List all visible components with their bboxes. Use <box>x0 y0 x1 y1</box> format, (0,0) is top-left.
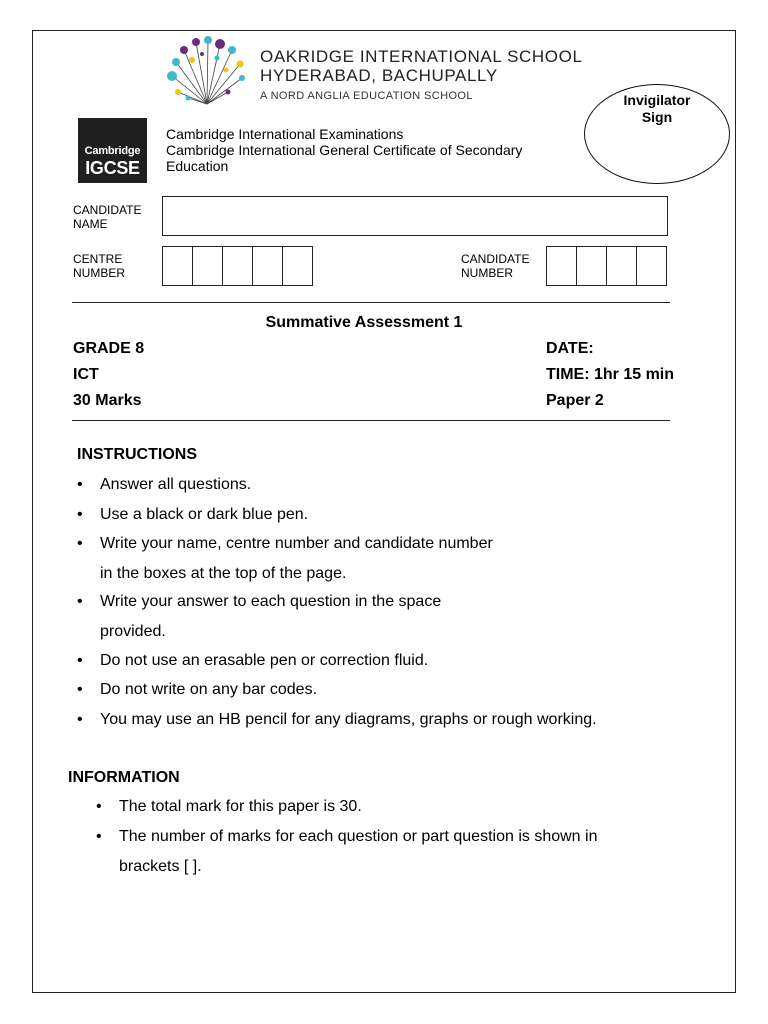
divider-top <box>72 302 670 303</box>
exam-body-line3: Education <box>166 158 229 174</box>
candidate-number-cell[interactable] <box>576 246 607 286</box>
instruction-item: Write your answer to each question in the space <box>100 593 442 610</box>
bullet: • <box>77 681 83 698</box>
marks-label: 30 Marks <box>73 392 142 409</box>
bullet: • <box>77 476 83 493</box>
centre-number-cell[interactable] <box>282 246 313 286</box>
candidate-number-label-2: NUMBER <box>461 266 514 280</box>
school-name-line2: HYDERABAD, BACHUPALLY <box>260 66 498 85</box>
bullet: • <box>96 798 102 815</box>
grade-label: GRADE 8 <box>73 340 145 357</box>
instruction-item: Write your name, centre number and candidate number <box>100 535 493 552</box>
information-heading: INFORMATION <box>68 769 180 786</box>
candidate-number-cell[interactable] <box>636 246 667 286</box>
logo-cambridge-text: Cambridge <box>84 145 141 157</box>
instructions-heading: INSTRUCTIONS <box>77 446 197 463</box>
school-logo-icon <box>162 36 252 108</box>
bullet: • <box>77 652 83 669</box>
divider-bottom <box>72 420 670 421</box>
candidate-number-cell[interactable] <box>606 246 637 286</box>
instruction-item-cont: provided. <box>100 623 166 640</box>
centre-number-cell[interactable] <box>192 246 223 286</box>
centre-number-label-1: CENTRE <box>73 252 123 266</box>
candidate-number-label <box>461 252 529 280</box>
centre-number-label-2: NUMBER <box>73 266 126 280</box>
instruction-item: Use a black or dark blue pen. <box>100 506 309 523</box>
information-item: The total mark for this paper is 30. <box>119 798 362 815</box>
candidate-number-boxes[interactable] <box>546 246 667 286</box>
centre-number-cell[interactable] <box>222 246 253 286</box>
information-item: The number of marks for each question or part question is shown in <box>119 828 598 845</box>
sign-label: Sign <box>641 109 673 125</box>
candidate-name-label <box>73 203 141 231</box>
instruction-item: Do not use an erasable pen or correction fluid. <box>100 652 429 669</box>
bullet: • <box>96 828 102 845</box>
subject-label: ICT <box>73 366 99 383</box>
invigilator-label: Invigilator <box>623 92 691 108</box>
bullet: • <box>77 711 83 728</box>
date-label: DATE: <box>546 340 594 357</box>
time-label: TIME: 1hr 15 min <box>546 366 675 383</box>
candidate-number-cell[interactable] <box>546 246 577 286</box>
candidate-number-label-1: CANDIDATE <box>461 252 530 266</box>
instruction-item-cont: in the boxes at the top of the page. <box>100 565 347 582</box>
instruction-item: Do not write on any bar codes. <box>100 681 318 698</box>
centre-number-label <box>73 252 125 280</box>
assessment-title: Summative Assessment 1 <box>265 314 463 331</box>
exam-body-line1: Cambridge International Examinations <box>166 126 404 142</box>
instruction-item: You may use an HB pencil for any diagrams, graphs or rough working. <box>100 711 597 728</box>
exam-body <box>166 126 522 174</box>
school-name <box>260 47 583 85</box>
paper-label: Paper 2 <box>546 392 604 409</box>
invigilator-sign-box <box>584 84 730 184</box>
candidate-name-field[interactable] <box>162 196 668 236</box>
centre-number-cell[interactable] <box>252 246 283 286</box>
candidate-name-label-1: CANDIDATE <box>73 203 142 217</box>
logo-igcse-text: IGCSE <box>85 158 140 178</box>
school-name-line1: OAKRIDGE INTERNATIONAL SCHOOL <box>260 47 583 66</box>
school-tagline: A NORD ANGLIA EDUCATION SCHOOL <box>260 90 473 102</box>
cambridge-igcse-logo <box>78 118 147 183</box>
information-item-cont: brackets [ ]. <box>119 858 202 875</box>
candidate-name-label-2: NAME <box>73 217 108 231</box>
bullet: • <box>77 535 83 552</box>
centre-number-cell[interactable] <box>162 246 193 286</box>
instruction-item: Answer all questions. <box>100 476 252 493</box>
bullet: • <box>77 593 83 610</box>
bullet: • <box>77 506 83 523</box>
exam-body-line2: Cambridge International General Certificate of Secondary <box>166 142 523 158</box>
centre-number-boxes[interactable] <box>162 246 313 286</box>
